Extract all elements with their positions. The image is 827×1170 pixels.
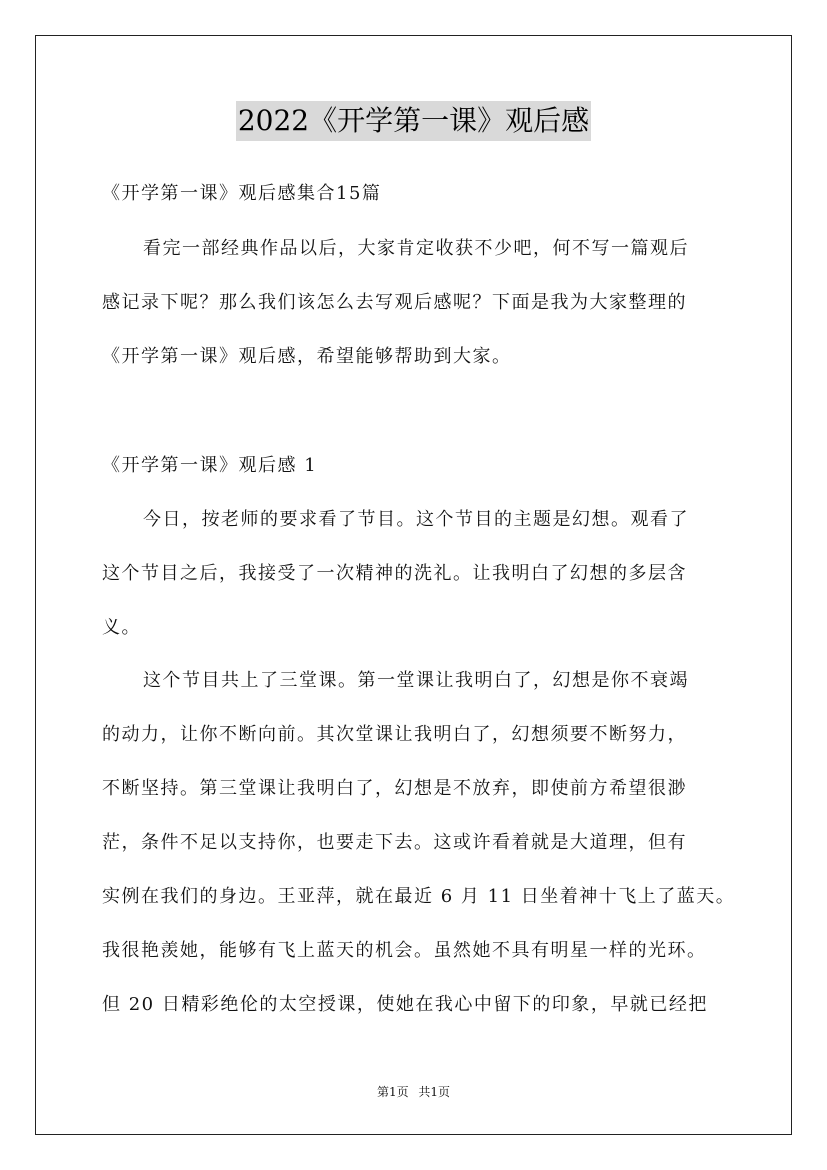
section-heading: 《开学第一课》观后感 1	[102, 455, 318, 476]
intro-line: 《开学第一课》观后感，希望能够帮助到大家。	[102, 346, 512, 367]
page-footer	[0, 1083, 827, 1101]
paragraph-line: 义。	[102, 617, 141, 638]
intro-line: 看完一部经典作品以后，大家肯定收获不少吧，何不写一篇观后	[143, 238, 689, 259]
intro-line: 感记录下呢？那么我们该怎么去写观后感呢？下面是我为大家整理的	[102, 292, 687, 313]
paragraph-line: 实例在我们的身边。王亚萍，就在最近 6 月 11 日坐着神十飞上了蓝天。	[102, 886, 736, 907]
document-subtitle: 《开学第一课》观后感集合15篇	[102, 183, 382, 204]
paragraph-line: 的动力，让你不断向前。其次堂课让我明白了，幻想须要不断努力，	[102, 724, 687, 745]
paragraph-line: 这个节目共上了三堂课。第一堂课让我明白了，幻想是你不衰竭	[143, 670, 689, 691]
paragraph-line: 我很艳羡她，能够有飞上蓝天的机会。虽然她不具有明星一样的光环。	[102, 940, 707, 961]
page-number: 第1页	[376, 1085, 409, 1099]
paragraph-line: 但 20 日精彩绝伦的太空授课，使她在我心中留下的印象，早就已经把	[102, 994, 708, 1015]
document-title: 2022《开学第一课》观后感	[236, 101, 591, 141]
title-wrap	[0, 101, 827, 141]
paragraph-line: 今日，按老师的要求看了节目。这个节目的主题是幻想。观看了	[143, 509, 689, 530]
page-total: 共1页	[418, 1085, 451, 1099]
paragraph-line: 这个节目之后，我接受了一次精神的洗礼。让我明白了幻想的多层含	[102, 563, 687, 584]
paragraph-line: 不断坚持。第三堂课让我明白了，幻想是不放弃，即使前方希望很渺	[102, 778, 687, 799]
paragraph-line: 茫，条件不足以支持你，也要走下去。这或许看着就是大道理，但有	[102, 832, 687, 853]
